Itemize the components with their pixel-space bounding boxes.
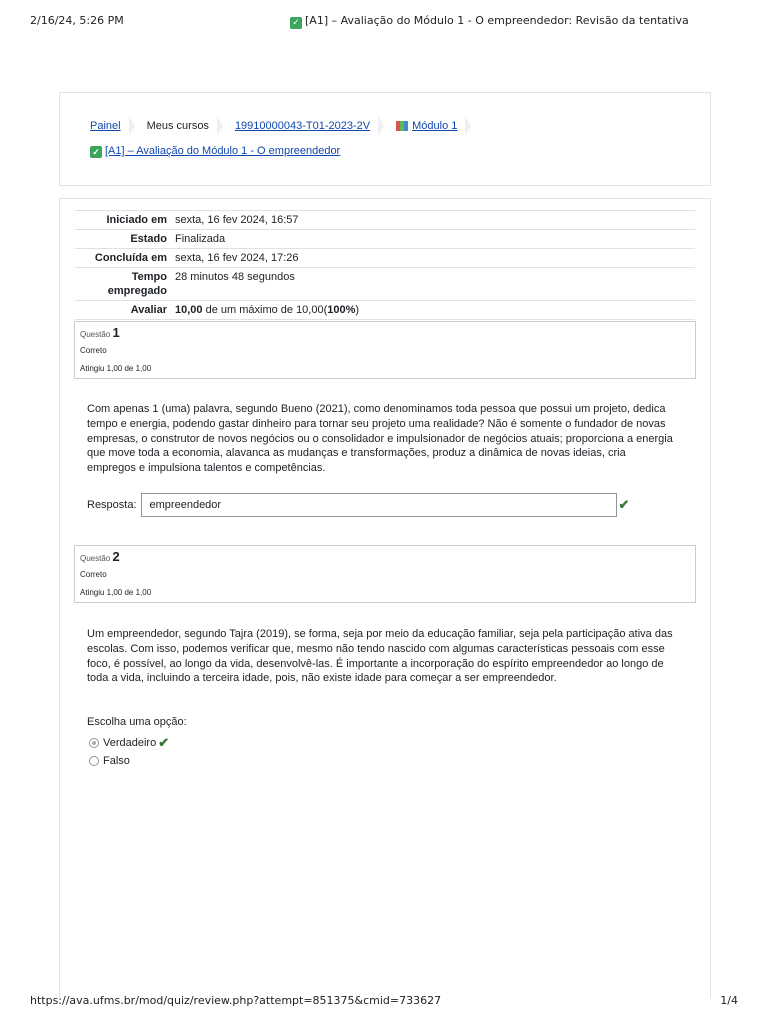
grade-close: ): [355, 304, 360, 316]
breadcrumb-separator: [129, 116, 135, 136]
summary-label: Estado: [130, 233, 167, 245]
grade-score: 10,00: [175, 304, 203, 316]
question-2-prompt: Escolha uma opção:: [87, 716, 187, 728]
breadcrumb-separator: [217, 116, 223, 136]
question-prefix: Questão: [80, 330, 111, 339]
question-1-text: Com apenas 1 (uma) palavra, segundo Bueno (2021), como denominamos toda pessoa que possui um projeto, dedica tempo e energia, podendo gastar dinheiro para tornar seu projeto uma realidade? Não é somente o fundador de novas empresas, o construtor de novos negócios ou o consolidador e impulsionador de negócios atuais; proporciona a energia que move toda a economia, alavanca as mudanças e transformações, produz a dinâmica de novas ideias, cria empregos e impulsiona talentos e competências.: [87, 403, 673, 475]
breadcrumb-card: [59, 92, 711, 186]
question-number: [80, 326, 690, 342]
summary-row: [75, 210, 695, 229]
summary-value: sexta, 16 fev 2024, 17:26: [175, 252, 299, 264]
summary-value: Finalizada: [175, 233, 226, 245]
summary-row: [75, 267, 695, 300]
option-verdadeiro[interactable]: [89, 735, 169, 751]
summary-label: Concluída em: [94, 252, 167, 264]
answer-input[interactable]: [141, 493, 617, 517]
correct-check-icon: ✔: [618, 497, 630, 512]
question-prefix: Questão: [80, 554, 111, 563]
question-number: [80, 550, 690, 566]
question-1-info: [74, 321, 696, 379]
breadcrumb-meus-cursos: Meus cursos: [146, 120, 209, 132]
question-1-answer: [87, 492, 629, 518]
check-mark-icon: ✓: [90, 146, 102, 158]
radio-button-selected[interactable]: [89, 738, 99, 748]
summary-row: [75, 300, 695, 320]
breadcrumb-activity[interactable]: [90, 145, 340, 158]
summary-value: 28 minutos 48 segundos: [175, 271, 295, 283]
breadcrumb-course[interactable]: 19910000043-T01-2023-2V: [234, 120, 371, 132]
breadcrumb-painel[interactable]: Painel: [90, 120, 121, 132]
books-icon: [396, 121, 409, 131]
summary-grade-value: [175, 301, 695, 319]
summary-label: Iniciado em: [106, 214, 167, 226]
breadcrumb-separator: [378, 116, 384, 136]
check-mark-icon: ✓: [290, 17, 302, 29]
question-2-info: [74, 545, 696, 603]
summary-label: Avaliar: [130, 304, 167, 316]
correct-check-icon: ✔: [158, 735, 170, 750]
breadcrumb-separator: [465, 116, 471, 136]
question-2-text: Um empreendedor, segundo Tajra (2019), se forma, seja por meio da educação familiar, seja pela participação ativa das escolas. Com isso, podemos verificar que, mesmo não tendo nascido com algumas características pessoais com esse foco, é possível, ao longo da vida, desenvolvê-las. É importante a incorporação do espírito empreendedor ao longo de toda a vida, incluindo a terceira idade, pois, não existe idade para começar a ser empreendedor.: [87, 628, 673, 685]
breadcrumb-module[interactable]: Módulo 1: [412, 120, 458, 132]
print-header: [30, 14, 738, 30]
print-footer: [30, 994, 738, 1010]
summary-value: sexta, 16 fev 2024, 16:57: [175, 214, 299, 226]
print-page-number: 1/4: [720, 994, 738, 1007]
grade-percent: 100%: [327, 304, 356, 316]
question-number-value: 1: [112, 325, 120, 340]
question-state: Correto: [80, 346, 107, 355]
radio-button[interactable]: [89, 756, 99, 766]
breadcrumb-activity-text[interactable]: [A1] – Avaliação do Módulo 1 - O empreendedor: [105, 145, 341, 157]
option-label: Falso: [103, 755, 130, 767]
print-datetime: 2/16/24, 5:26 PM: [30, 14, 124, 27]
option-falso[interactable]: [89, 755, 130, 767]
grade-max: de um máximo de 10,00(: [202, 304, 328, 316]
question-number-value: 2: [112, 549, 120, 564]
attempt-summary-table: [75, 210, 695, 320]
summary-row: [75, 248, 695, 267]
question-grade: Atingiu 1,00 de 1,00: [80, 364, 152, 373]
option-label: Verdadeiro: [103, 737, 157, 749]
print-title: [290, 14, 689, 29]
question-state: Correto: [80, 570, 107, 579]
answer-label: Resposta:: [87, 499, 137, 511]
summary-row: [75, 229, 695, 248]
print-url: https://ava.ufms.br/mod/quiz/review.php?attempt=851375&cmid=733627: [30, 994, 442, 1007]
question-grade: Atingiu 1,00 de 1,00: [80, 588, 152, 597]
print-title-text: [A1] – Avaliação do Módulo 1 - O empreendedor: Revisão da tentativa: [305, 14, 689, 27]
breadcrumb: [90, 117, 483, 135]
summary-label: Tempo empregado: [107, 271, 167, 297]
